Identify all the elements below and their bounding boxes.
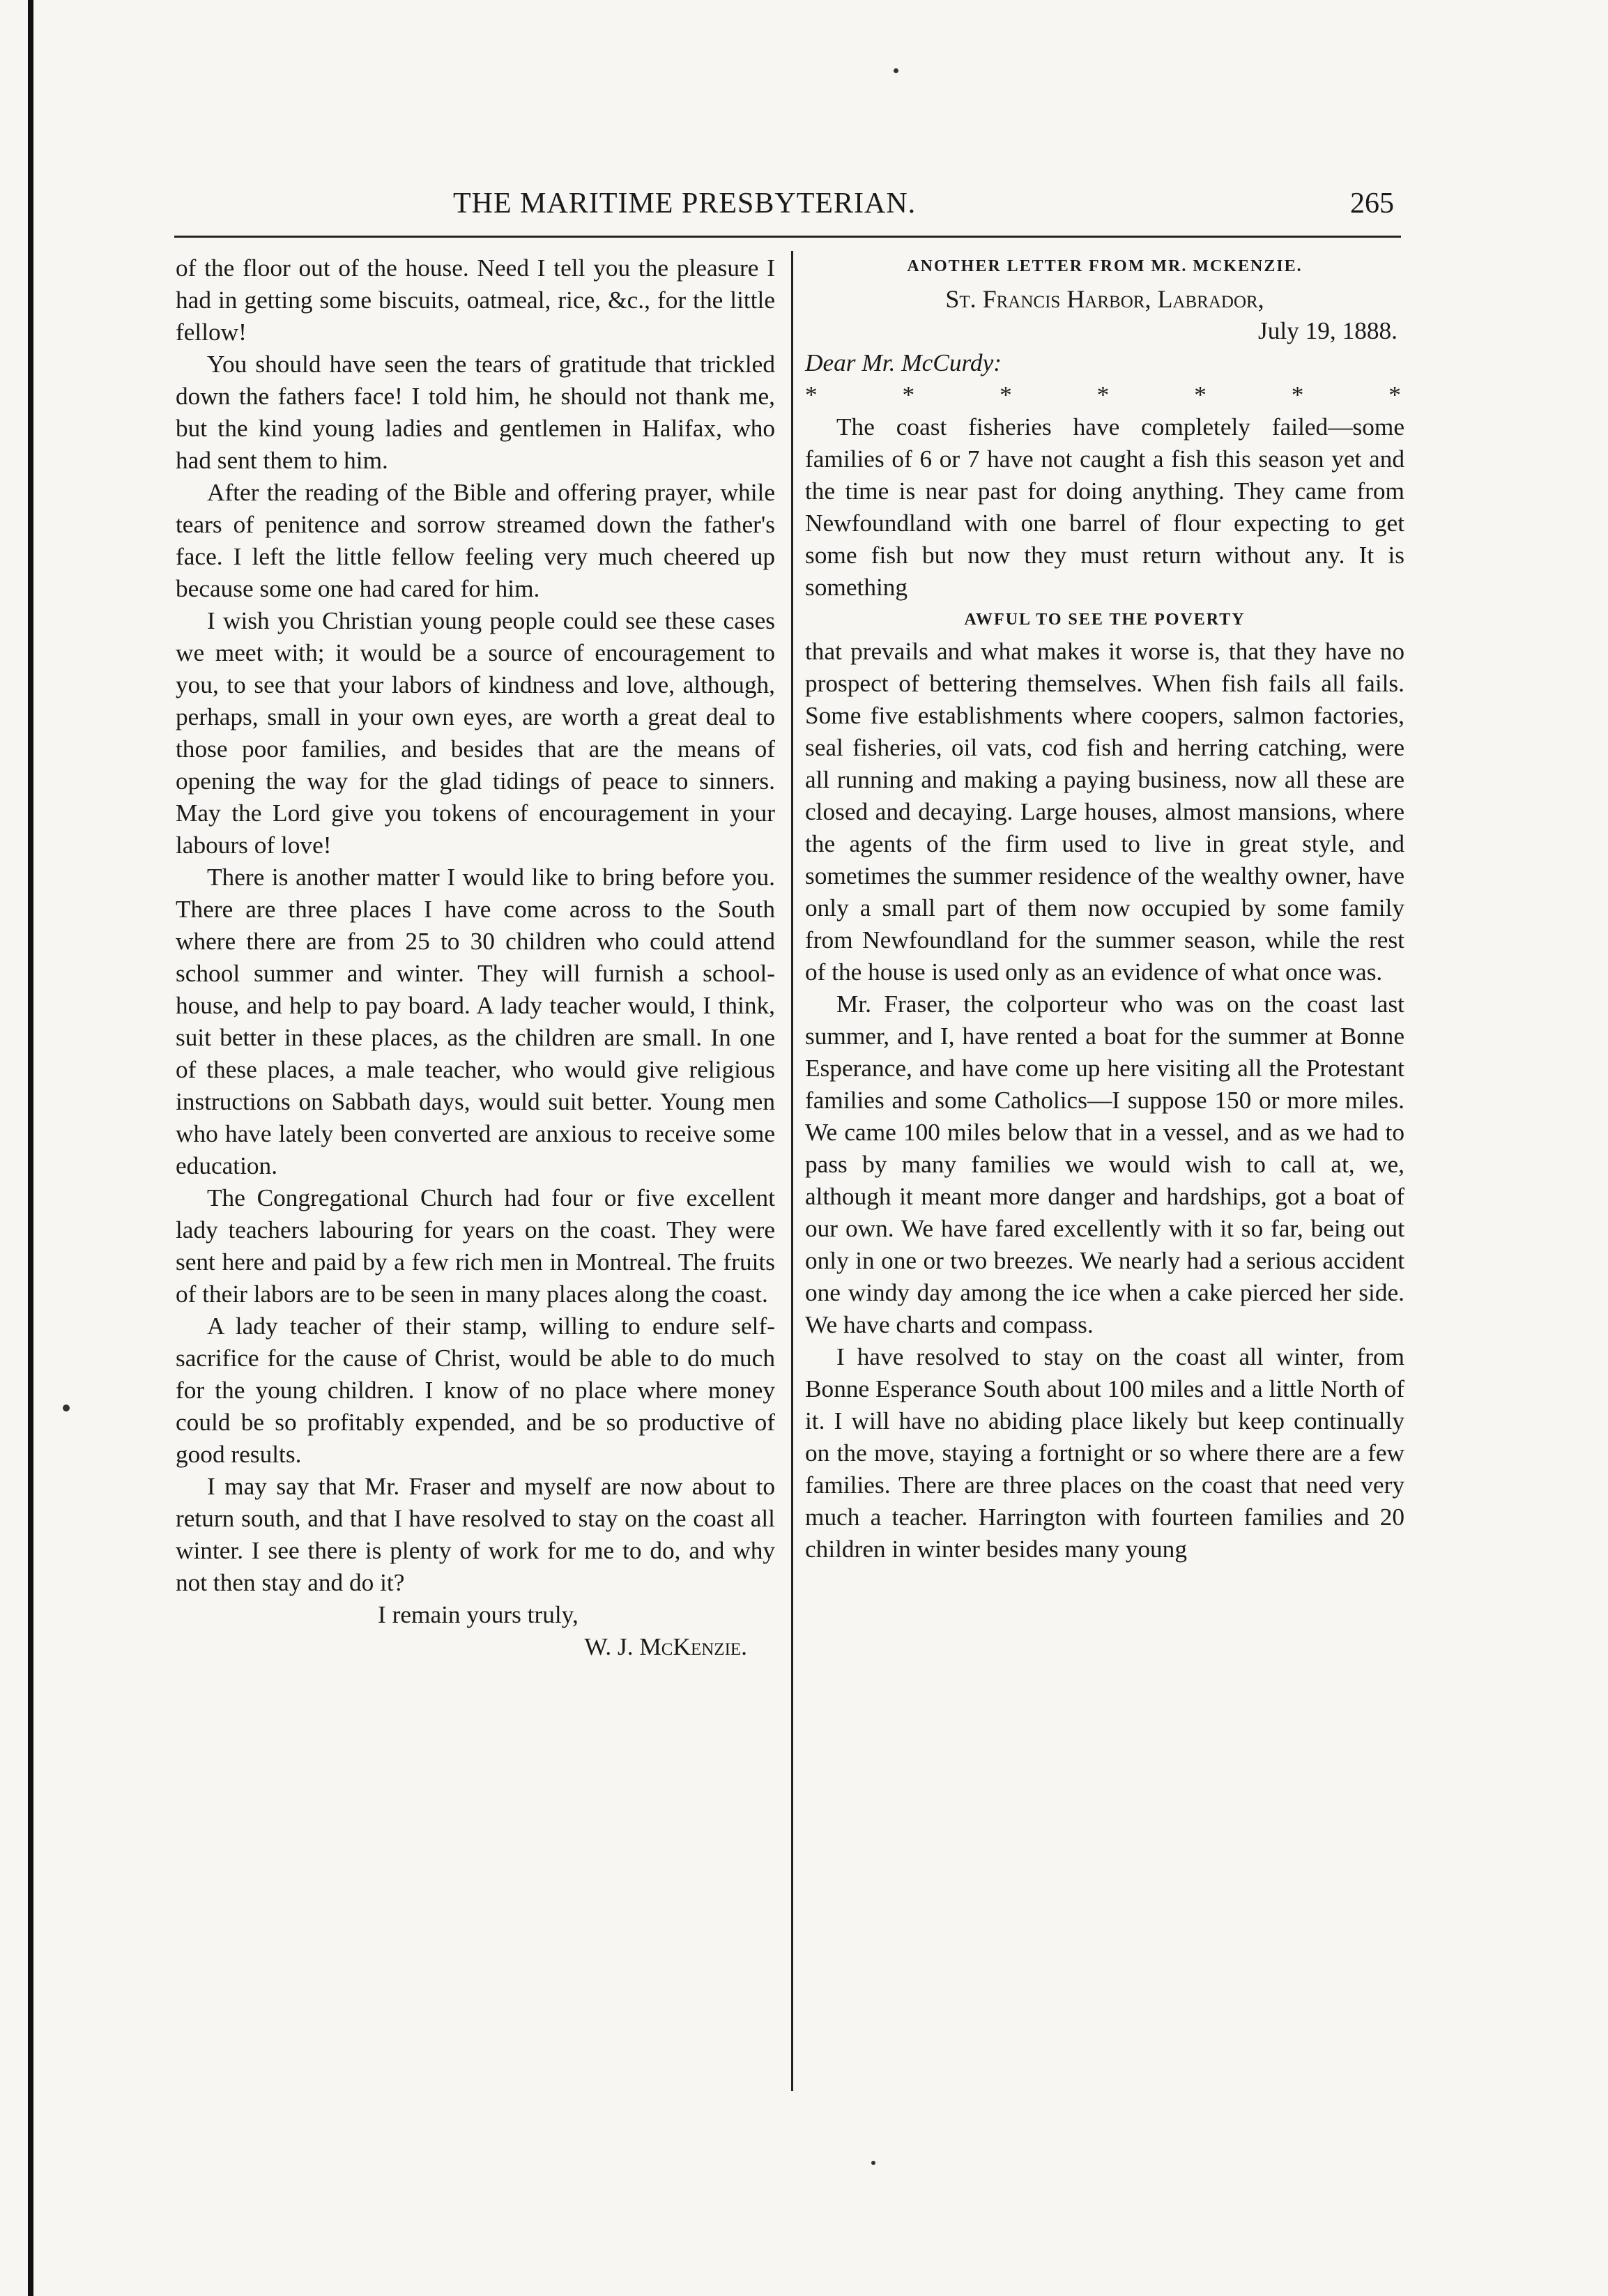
paragraph: You should have seen the tears of gratitude that trickled down the fathers face! I told him, he should not thank me, but the kind young ladies and gentlemen in Halifax, who had sent them to him. — [176, 351, 775, 474]
asterisk: * — [805, 381, 818, 408]
asterisk: * — [1000, 381, 1012, 408]
running-header — [174, 187, 1394, 229]
header-rule — [174, 236, 1401, 238]
section-subheading: AWFUL TO SEE THE POVERTY — [964, 611, 1246, 629]
letter-date: July 19, 1888. — [1257, 317, 1398, 344]
asterisk: * — [1194, 381, 1207, 408]
paragraph: The coast fisheries have completely failed—some families of 6 or 7 have not caught a fish this season yet and the time is near past for doing anything. They came from Newfoundland with one barrel of flour expecting to get some fish but now they must return without any. It is something — [805, 413, 1404, 601]
print-speck — [871, 2161, 875, 2165]
paragraph: There is another matter I would like to bring before you. There are three places I have come across to the South where there are from 25 to 30 children who could attend school summer and winter. They will furnish a school-house, and help to pay board. A lady teacher would, I think, suit better in these places, as the children are small. In one of these places, a male teacher, who would give religious instructions on Sabbath days, would suit better. Young men who have lately been converted are anxious to receive some education. — [176, 864, 775, 1179]
page-binding-edge — [28, 0, 33, 2296]
paragraph: I have resolved to stay on the coast all winter, from Bonne Esperance South about 100 miles and a little North of it. I will have no abiding place likely but keep continually on the move, staying a fortnight or so where there are a few families. There are three places on the coast that need very much a teacher. Harrington with fourteen families and 20 children in winter besides many young — [805, 1343, 1404, 1563]
paragraph: of the floor out of the house. Need I tell you the pleasure I had in getting some biscuits, oatmeal, rice, &c., for the little fellow! — [176, 254, 775, 346]
asterisk: * — [1096, 381, 1110, 408]
letter-salutation: Dear Mr. McCurdy: — [805, 349, 1002, 376]
letter-closing: I remain yours truly, — [378, 1601, 579, 1628]
print-speck — [63, 1405, 70, 1411]
paragraph: A lady teacher of their stamp, willing to endure self-sacrifice for the cause of Christ, would be able to do much for the young children. I know of no place where money could be so profitably expended, and be so productive of good results. — [176, 1312, 775, 1468]
asterisk: * — [1291, 381, 1304, 408]
page-number: 265 — [1350, 187, 1394, 220]
paragraph: I may say that Mr. Fraser and myself are now about to return south, and that I have resolved to stay on the coast all winter. I see there is plenty of work for me to do, and why not then stay and do it? — [176, 1473, 775, 1596]
asterisk-ellipsis — [805, 379, 1404, 411]
publication-title: THE MARITIME PRESBYTERIAN. — [453, 187, 917, 220]
letter-place: St. Francis Harbor, Labrador, — [945, 285, 1264, 313]
print-speck — [894, 68, 898, 73]
asterisk: * — [1388, 381, 1401, 408]
paragraph: that prevails and what makes it worse is, that they have no prospect of bettering themselves. When fish fails all fails. Some five establishments where coopers, salmon factories, seal fisheries, oil vats, cod fish and herring catching, were all running and making a paying business, now all these are closed and decaying. Large houses, almost mansions, where the agents of the firm used to live in great style, and sometimes the summer residence of the wealthy owner, have only a small part of them now occupied by some family from Newfoundland for the summer season, while the rest of the house is used only as an evidence of what once was. — [805, 638, 1404, 986]
left-column — [176, 252, 775, 1663]
right-column — [805, 252, 1404, 1566]
asterisk: * — [902, 381, 915, 408]
paragraph: The Congregational Church had four or five excellent lady teachers labouring for years on the coast. They were sent here and paid by a few rich men in Montreal. The fruits of their labors are to be seen in many places along the coast. — [176, 1184, 775, 1308]
article-heading: ANOTHER LETTER FROM MR. MCKENZIE. — [907, 257, 1303, 275]
column-divider — [791, 251, 793, 2091]
paragraph: After the reading of the Bible and offering prayer, while tears of penitence and sorrow streamed down the father's face. I left the little fellow feeling very much cheered up because some one had cared for him. — [176, 479, 775, 602]
paragraph: I wish you Christian young people could see these cases we meet with; it would be a source of encouragement to you, to see that your labors of kindness and love, although, perhaps, small in your own eyes, are worth a great deal to those poor families, and besides that are the means of opening the way for the glad tidings of peace to sinners. May the Lord give you tokens of encouragement in your labours of love! — [176, 607, 775, 859]
paragraph: Mr. Fraser, the colporteur who was on the coast last summer, and I, have rented a boat for the summer at Bonne Esperance, and have come up here visiting all the Protestant families and some Catholics—I suppose 150 or more miles. We came 100 miles below that in a vessel, and as we had to pass by many families we would wish to call at, we, although it meant more danger and hardships, got a boat of our own. We have fared excellently with it so far, being out only in one or two breezes. We nearly had a serious accident one windy day among the ice when a cake pierced her side. We have charts and compass. — [805, 990, 1404, 1338]
letter-signature: W. J. McKenzie. — [584, 1633, 747, 1660]
